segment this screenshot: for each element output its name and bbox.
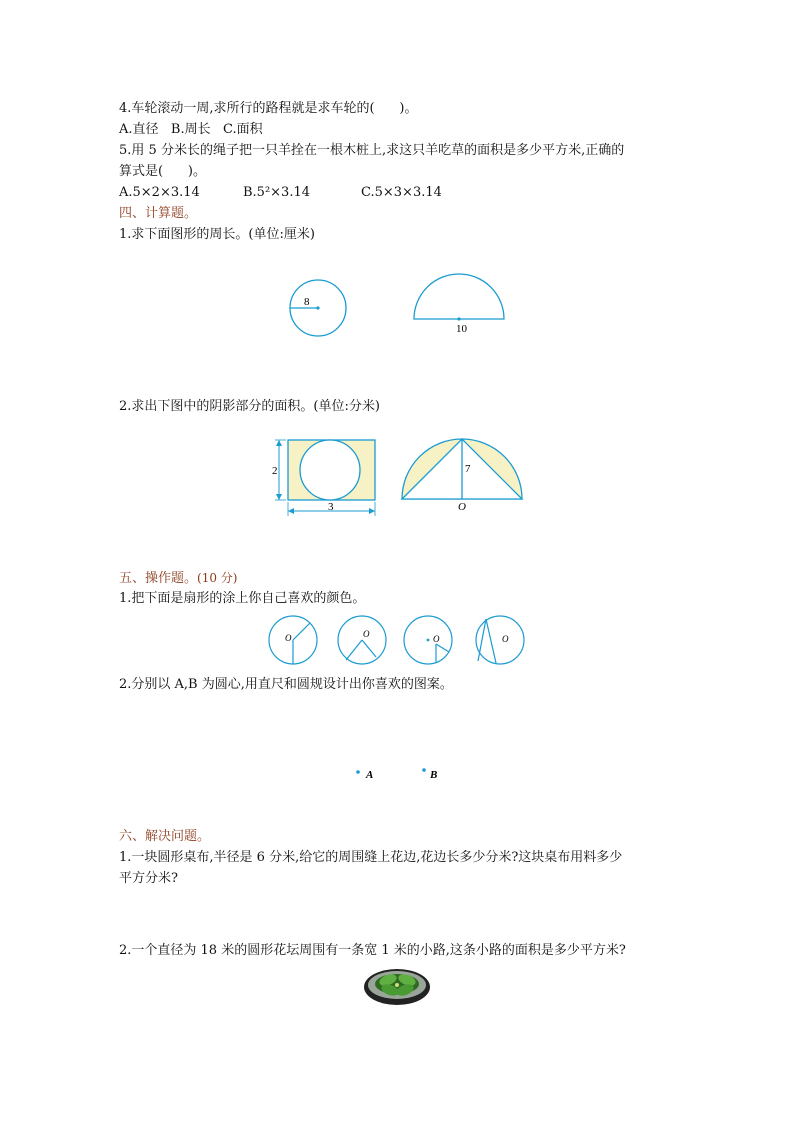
- radius-line: [436, 644, 449, 652]
- problem-1-line1: 1.一块圆形桌布,半径是 6 分米,给它的周围缝上花边,花边长多少分米?这块桌布用料多少: [119, 850, 623, 865]
- section-4-heading: 四、计算题。: [119, 206, 198, 221]
- point-a-dot: [356, 770, 360, 774]
- width-arrow-left: [288, 508, 294, 514]
- semicircle-center-label: O: [458, 501, 466, 513]
- chord-line: [486, 619, 496, 663]
- point-b-label: B: [430, 769, 438, 781]
- center-label: O: [285, 633, 292, 643]
- rect-height-label: 2: [272, 465, 278, 477]
- circle-option-1: [269, 616, 317, 664]
- operation-question-1: 1.把下面是扇形的涂上你自己喜欢的颜色。: [119, 591, 366, 606]
- semicircle-diameter-label: 10: [456, 323, 467, 335]
- inscribed-circle: [300, 440, 360, 500]
- calc-question-1: 1.求下面图形的周长。(单位:厘米): [119, 227, 315, 242]
- question-4-options: A.直径 B.周长 C.面积: [119, 122, 263, 137]
- compass-points: [350, 764, 450, 784]
- question-5-option-b: B.5²×3.14: [243, 185, 311, 200]
- height-arrow-top: [276, 440, 282, 446]
- center-label: O: [433, 634, 440, 644]
- problem-2: 2.一个直径为 18 米的圆形花坛周围有一条宽 1 米的小路,这条小路的面积是多少平方米?: [119, 943, 626, 958]
- height-arrow-bottom: [276, 494, 282, 500]
- rect-width-label: 3: [328, 501, 334, 513]
- circle-option-3: [404, 616, 452, 664]
- circle-option-2: [338, 616, 386, 664]
- sector-circles: [266, 613, 528, 667]
- section-5-title: 五、操作题。: [119, 571, 198, 586]
- radius-line: [293, 623, 310, 640]
- chord-line: [478, 619, 486, 661]
- point-b-dot: [422, 768, 426, 772]
- circle-option-4: [476, 616, 524, 664]
- point-a-label: A: [366, 769, 374, 781]
- question-5-line1: 5.用 5 分米长的绳子把一只羊拴在一根木桩上,求这只羊吃草的面积是多少平方米,正确的: [119, 143, 625, 158]
- calc-question-2: 2.求出下图中的阴影部分的面积。(单位:分米): [119, 399, 380, 414]
- circle-center-dot: [316, 306, 319, 309]
- chord-line: [346, 640, 362, 660]
- shaded-area-figures: [266, 434, 528, 518]
- flower-bed-image: [362, 964, 432, 1006]
- circle-radius-label: 8: [304, 296, 310, 308]
- center-label: O: [502, 634, 509, 644]
- problem-1-line2: 平方分米?: [119, 871, 178, 886]
- question-5-option-a: A.5×2×3.14: [119, 185, 200, 200]
- question-5-line2: 算式是( )。: [119, 164, 206, 179]
- width-arrow-right: [369, 508, 375, 514]
- perimeter-figures: [280, 270, 520, 340]
- chord-line: [362, 640, 376, 657]
- circle-outline: [476, 616, 524, 664]
- question-5-option-c: C.5×3×3.14: [361, 185, 442, 200]
- semicircle-height-label: 7: [465, 463, 471, 475]
- section-5-score: (10 分): [197, 571, 238, 585]
- semicircle-figure: [414, 274, 504, 319]
- section-5-heading: [119, 570, 237, 587]
- question-4: 4.车轮滚动一周,求所行的路程就是求车轮的( )。: [119, 101, 418, 116]
- semicircle-center-dot: [457, 317, 460, 320]
- section-6-heading: 六、解决问题。: [119, 829, 211, 844]
- operation-question-2: 2.分别以 A,B 为圆心,用直尺和圆规设计出你喜欢的图案。: [119, 677, 453, 692]
- center-dot: [427, 639, 430, 642]
- center-label: O: [363, 629, 370, 639]
- flower-center: [395, 983, 399, 987]
